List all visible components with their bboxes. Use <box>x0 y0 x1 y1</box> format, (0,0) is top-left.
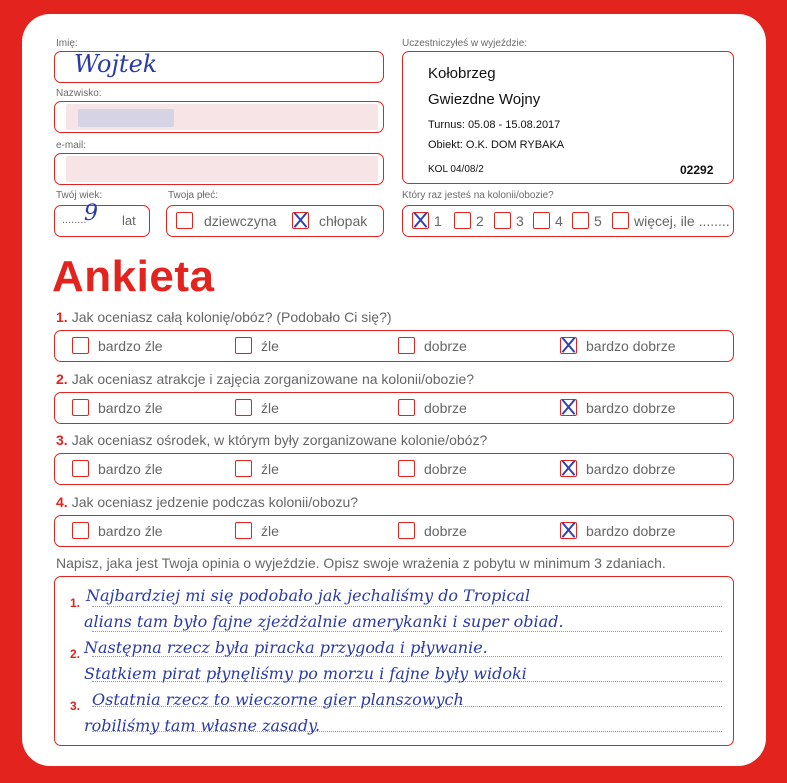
rating-checkbox[interactable] <box>560 522 577 539</box>
opinion-handwritten-line: Statkiem pirat płynęliśmy po morzu i fajne były widoki <box>84 664 527 683</box>
times-checkbox-5[interactable] <box>572 212 589 229</box>
rating-checkbox[interactable] <box>398 337 415 354</box>
times-checkbox-1[interactable] <box>412 212 429 229</box>
rating-option-label: źle <box>261 461 279 477</box>
question-1-text <box>56 309 392 325</box>
rating-option-label: bardzo dobrze <box>586 338 676 354</box>
times-option-label: 5 <box>594 213 602 229</box>
question-number: 2. <box>56 371 68 387</box>
times-option-label: 4 <box>555 213 563 229</box>
rating-checkbox[interactable] <box>560 337 577 354</box>
gender-option-label: dziewczyna <box>204 213 277 229</box>
rating-option-label: źle <box>261 400 279 416</box>
rating-option-label: dobrze <box>424 461 467 477</box>
rating-option-label: bardzo dobrze <box>586 400 676 416</box>
times-checkbox-2[interactable] <box>454 212 471 229</box>
camp-city: Kołobrzeg <box>428 65 496 82</box>
question-number: 4. <box>56 494 68 510</box>
question-label: Jak oceniasz jedzenie podczas kolonii/obozu? <box>71 494 359 510</box>
participant-label: Uczestniczyłeś w wyjeździe: <box>402 38 528 49</box>
question-number: 1. <box>56 309 68 325</box>
rating-option-label: bardzo dobrze <box>586 461 676 477</box>
age-unit: lat <box>122 213 136 228</box>
rating-checkbox[interactable] <box>560 460 577 477</box>
opinion-handwritten-line: alians tam było fajne zjeżdżalnie amerykanki i super obiad. <box>84 612 564 631</box>
camp-code: KOL 04/08/2 <box>428 164 484 175</box>
camp-number: 02292 <box>680 163 714 177</box>
camp-program: Gwiezdne Wojny <box>428 91 541 108</box>
opinion-handwritten-line: robiliśmy tam własne zasady. <box>84 716 321 735</box>
opinion-line-number: 3. <box>70 699 81 713</box>
rating-option-label: dobrze <box>424 400 467 416</box>
opinion-line-number: 2. <box>70 647 81 661</box>
rating-checkbox[interactable] <box>72 522 89 539</box>
opinion-handwritten-line: Najbardziej mi się podobało jak jechaliśmy do Tropical <box>86 586 531 605</box>
rating-option-label: źle <box>261 523 279 539</box>
rating-checkbox[interactable] <box>72 460 89 477</box>
question-number: 3. <box>56 432 68 448</box>
times-option-label: więcej, ile ........ <box>634 213 730 229</box>
redacted-email <box>66 156 378 182</box>
opinion-handwritten-line: Ostatnia rzecz to wieczorne gier planszowych <box>92 690 464 709</box>
rating-option-label: dobrze <box>424 523 467 539</box>
rating-option-label: źle <box>261 338 279 354</box>
writing-line <box>92 606 722 607</box>
rating-checkbox[interactable] <box>398 399 415 416</box>
times-option-label: 2 <box>476 213 484 229</box>
survey-title: Ankieta <box>52 252 215 301</box>
times-option-label: 1 <box>434 213 442 229</box>
question-2-text <box>56 371 474 387</box>
camp-obiekt: Obiekt: O.K. DOM RYBAKA <box>428 139 565 151</box>
question-label: Jak oceniasz całą kolonię/obóz? (Podobało Ci się?) <box>71 309 392 325</box>
question-4-text <box>56 494 358 510</box>
rating-option-label: bardzo źle <box>98 523 163 539</box>
age-label: Twój wiek: <box>56 190 103 201</box>
gender-option-label: chłopak <box>319 213 368 229</box>
rating-option-label: bardzo źle <box>98 338 163 354</box>
rating-option-label: bardzo źle <box>98 400 163 416</box>
times-checkbox-4[interactable] <box>533 212 550 229</box>
redacted-surname-ink <box>78 109 174 127</box>
rating-checkbox[interactable] <box>235 337 252 354</box>
times-label: Który raz jesteś na kolonii/obozie? <box>402 190 554 201</box>
rating-checkbox[interactable] <box>398 522 415 539</box>
times-option-label: 3 <box>516 213 524 229</box>
opinion-handwritten-line: Następna rzecz była piracka przygoda i pływanie. <box>84 638 488 657</box>
opinion-line-number: 1. <box>70 596 81 610</box>
rating-checkbox[interactable] <box>560 399 577 416</box>
question-label: Jak oceniasz ośrodek, w którym były zorganizowane kolonie/obóz? <box>71 432 488 448</box>
question-label: Jak oceniasz atrakcje i zajęcia zorganizowane na kolonii/obozie? <box>71 371 475 387</box>
gender-checkbox-girl[interactable] <box>176 212 193 229</box>
rating-option-label: bardzo źle <box>98 461 163 477</box>
name-label: Imię: <box>56 38 78 49</box>
rating-checkbox[interactable] <box>72 337 89 354</box>
surname-label: Nazwisko: <box>56 88 102 99</box>
times-checkbox-3[interactable] <box>494 212 511 229</box>
rating-checkbox[interactable] <box>235 522 252 539</box>
question-3-text <box>56 432 487 448</box>
gender-checkbox-boy[interactable] <box>292 212 309 229</box>
rating-checkbox[interactable] <box>398 460 415 477</box>
camp-turnus: Turnus: 05.08 - 15.08.2017 <box>428 119 561 131</box>
rating-checkbox[interactable] <box>235 460 252 477</box>
opinion-prompt: Napisz, jaka jest Twoja opinia o wyjeździe. Opisz swoje wrażenia z pobytu w minimum 3 zdaniach. <box>56 555 666 571</box>
times-checkbox-6[interactable] <box>612 212 629 229</box>
rating-option-label: bardzo dobrze <box>586 523 676 539</box>
rating-checkbox[interactable] <box>235 399 252 416</box>
writing-line <box>92 631 722 632</box>
rating-option-label: dobrze <box>424 338 467 354</box>
age-dots: ........ <box>62 214 87 226</box>
name-value: Wojtek <box>74 50 158 78</box>
gender-label: Twoja płeć: <box>168 190 219 201</box>
email-label: e-mail: <box>56 140 87 151</box>
rating-checkbox[interactable] <box>72 399 89 416</box>
age-value: 9 <box>84 201 98 226</box>
